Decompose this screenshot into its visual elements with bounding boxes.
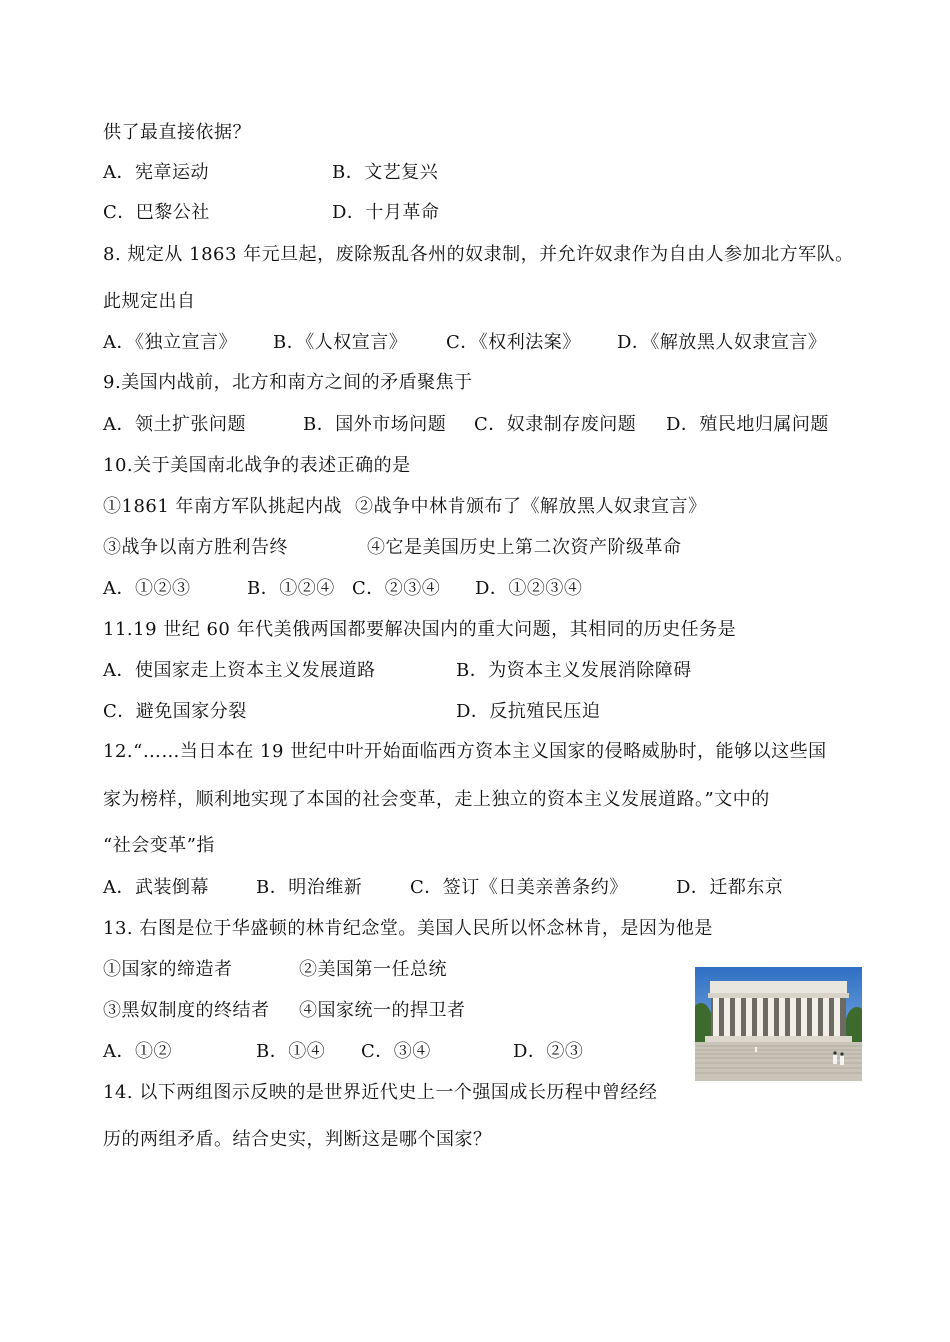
q11-option-b: B．为资本主义发展消除障碍 — [456, 660, 692, 681]
q13-statement-1: ①国家的缔造者 — [103, 959, 233, 980]
q7-option-c: C．巴黎公社 — [103, 202, 210, 223]
q13-statement-2: ②美国第一任总统 — [299, 959, 447, 980]
q8-option-b: B．《人权宣言》 — [273, 332, 408, 353]
lincoln-memorial-photo — [695, 967, 862, 1081]
q11-option-a: A．使国家走上资本主义发展道路 — [103, 660, 376, 681]
q14-stem-line-1: 14. 以下两组图示反映的是世界近代史上一个强国成长历程中曾经经 — [103, 1082, 658, 1103]
q12-stem-line-2: 家为榜样，顺利地实现了本国的社会变革，走上独立的资本主义发展道路。”文中的 — [103, 789, 770, 810]
q12-stem-line-3: “社会变革”指 — [103, 835, 215, 856]
q7-option-d: D．十月革命 — [332, 202, 440, 223]
q10-statement-2: ②战争中林肯颁布了《解放黑人奴隶宣言》 — [355, 496, 707, 517]
q11-option-d: D．反抗殖民压迫 — [456, 701, 601, 722]
q9-option-a: A．领土扩张问题 — [103, 414, 246, 435]
q8-option-d: D．《解放黑人奴隶宣言》 — [617, 332, 827, 353]
q13-statement-3: ③黑奴制度的终结者 — [103, 1000, 270, 1021]
q11-stem: 11.19 世纪 60 年代美俄两国都要解决国内的重大问题，其相同的历史任务是 — [103, 619, 737, 640]
q8-stem-line-1: 8. 规定从 1863 年元旦起，废除叛乱各州的奴隶制，并允许奴隶作为自由人参加北方军队。 — [103, 244, 854, 265]
q13-option-d: D．②③ — [513, 1041, 584, 1062]
q12-option-c: C．签订《日美亲善条约》 — [410, 877, 628, 898]
q13-stem: 13. 右图是位于华盛顿的林肯纪念堂。美国人民所以怀念林肯，是因为他是 — [103, 918, 713, 939]
q10-option-a: A．①②③ — [103, 578, 191, 599]
q9-option-c: C．奴隶制存废问题 — [474, 414, 637, 435]
q12-option-b: B．明治维新 — [256, 877, 363, 898]
q12-option-a: A．武装倒幕 — [103, 877, 209, 898]
q10-option-b: B．①②④ — [247, 578, 335, 599]
q7-option-b: B．文艺复兴 — [332, 162, 439, 183]
q8-stem-line-2: 此规定出自 — [103, 291, 196, 312]
q10-option-d: D．①②③④ — [475, 578, 583, 599]
q9-stem: 9.美国内战前，北方和南方之间的矛盾聚焦于 — [103, 372, 473, 393]
q10-option-c: C．②③④ — [352, 578, 441, 599]
q9-option-d: D．殖民地归属问题 — [666, 414, 829, 435]
q12-stem-line-1: 12.“……当日本在 19 世纪中叶开始面临西方资本主义国家的侵略威胁时，能够以这些国 — [103, 741, 827, 762]
q10-statement-1: ①1861 年南方军队挑起内战 — [103, 496, 343, 517]
q11-option-c: C．避免国家分裂 — [103, 701, 247, 722]
q13-statement-4: ④国家统一的捍卫者 — [299, 1000, 466, 1021]
q8-option-a: A．《独立宣言》 — [103, 332, 237, 353]
question-7-stem-end: 供了最直接依据？ — [103, 122, 251, 143]
q13-option-a: A．①② — [103, 1041, 172, 1062]
q10-stem: 10.关于美国南北战争的表述正确的是 — [103, 455, 411, 476]
q13-option-b: B．①④ — [256, 1041, 326, 1062]
q13-option-c: C．③④ — [361, 1041, 431, 1062]
q8-option-c: C．《权利法案》 — [446, 332, 581, 353]
q9-option-b: B．国外市场问题 — [303, 414, 447, 435]
q10-statement-3: ③战争以南方胜利告终 — [103, 537, 288, 558]
q12-option-d: D．迁都东京 — [676, 877, 784, 898]
q10-statement-4: ④它是美国历史上第二次资产阶级革命 — [367, 537, 682, 558]
q14-stem-line-2: 历的两组矛盾。结合史实，判断这是哪个国家？ — [103, 1129, 492, 1150]
q7-option-a: A．宪章运动 — [103, 162, 209, 183]
